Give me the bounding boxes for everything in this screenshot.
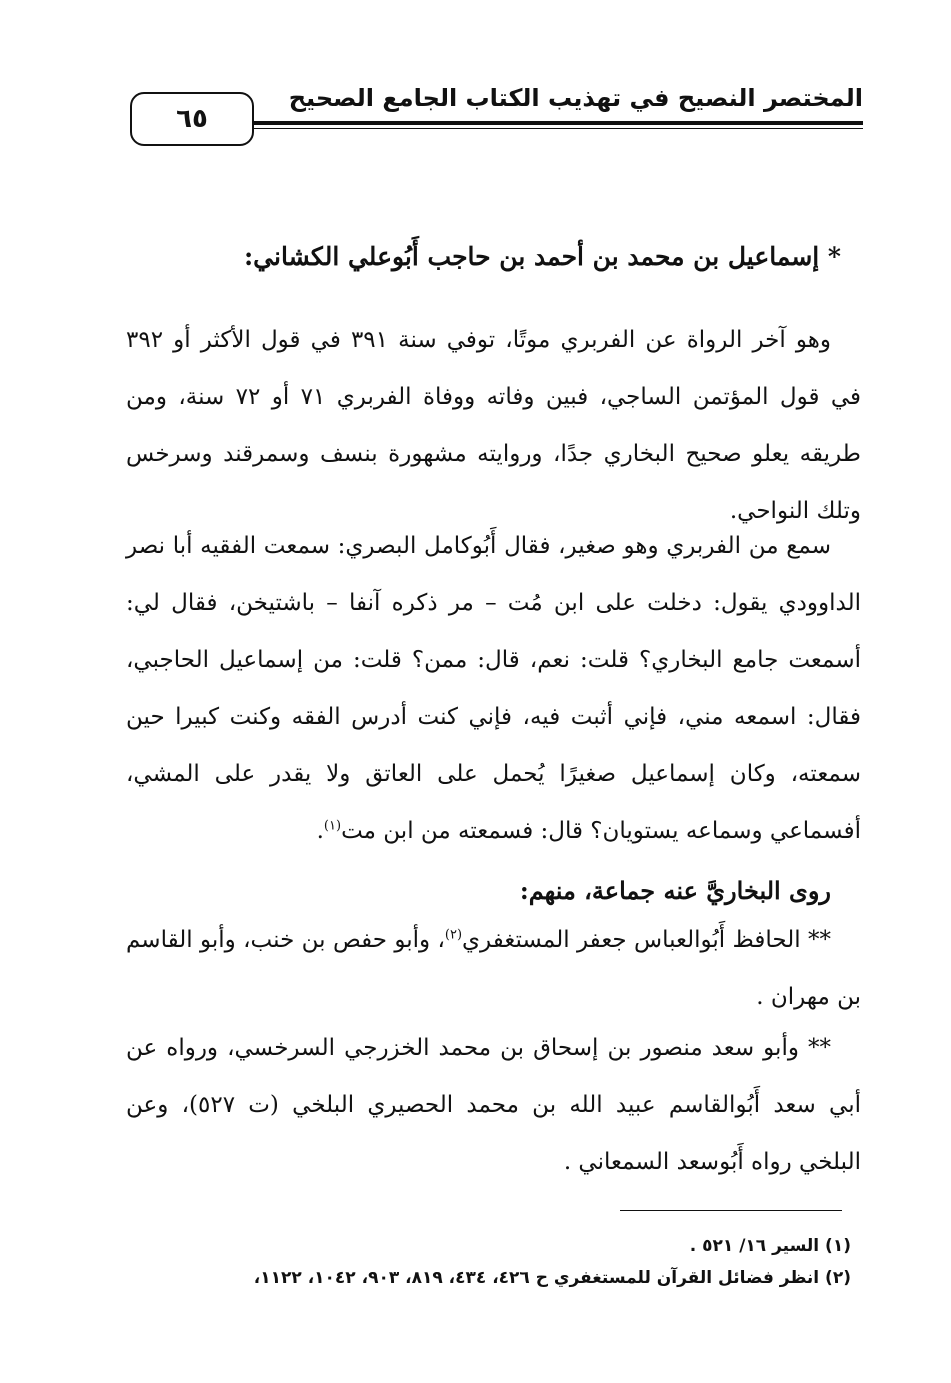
paragraph [126,518,861,860]
running-title: المختصر النصيح في تهذيب الكتاب الجامع الصحيح [288,84,863,112]
footnotes [200,1230,851,1294]
paragraph [126,912,861,1026]
page-number: ٦٥ [130,92,254,146]
paragraph-text: ، وأبو حفص بن خنب، وأبو القاسم بن مهران . [126,927,861,1010]
paragraph-text: سمع من الفربري وهو صغير، فقال أَبُوكامل البصري: سمعت الفقيه أبا نصر الداوودي يقول: دخلت على ابن مُت – مر ذكره آنفا – باشتيخن، فقال لي: أسمعت جامع البخاري؟ قلت: نعم، قال: ممن؟ قلت: من إسماعيل الحاجبي، فقال: اسمعه مني، فإني أثبت فيه، فإني كنت أدرس الفقه وكنت كبيرا حين سمعته، وكان إسماعيل صغيرًا يُحمل على العاتق ولا يقدر على المشي، أفسماعي وسماعه يستويان؟ قال: فسمعته من ابن مت [126,533,861,844]
paragraph: وهو آخر الرواة عن الفربري موتًا، توفي سنة ٣٩١ في قول الأكثر أو ٣٩٢ في قول المؤتمن الساجي، فبين وفاته ووفاة الفربري ٧١ أو ٧٢ سنة، ومن طريقه يعلو صحيح البخاري جدًا، وروايته مشهورة بنسف وسمرقند وسرخس وتلك النواحي. [126,327,861,524]
subsection-heading: روى البخاريَّ عنه جماعة، منهم: [519,876,831,905]
footnote-separator [620,1210,842,1211]
footnote-marker: (٢) [444,927,463,943]
footnote-marker: (١) [323,818,342,834]
footnote: (٢) انظر فضائل القرآن للمستغفري ح ٤٢٦، ٤٣٤، ٨١٩، ٩٠٣، ١٠٤٢، ١١٢٢، [253,1268,851,1288]
paragraph: ** وأبو سعد منصور بن إسحاق بن محمد الخزرجي السرخسي، ورواه عن أبي سعد أَبُوالقاسم عبيد الله بن محمد الحصيري البلخي (ت ٥٢٧)، وعن البلخي رواه أَبُوسعد السمعاني . [126,1035,861,1175]
paragraph-end: . [316,818,324,844]
paragraph-text: ** الحافظ أَبُوالعباس جعفر المستغفري [462,927,831,953]
footnote: (١) السير ١٦/ ٥٢١ . [689,1236,851,1256]
section-heading: * إسماعيل بن محمد بن أحمد بن حاجب أَبُوعلي الكشاني: [243,242,841,271]
